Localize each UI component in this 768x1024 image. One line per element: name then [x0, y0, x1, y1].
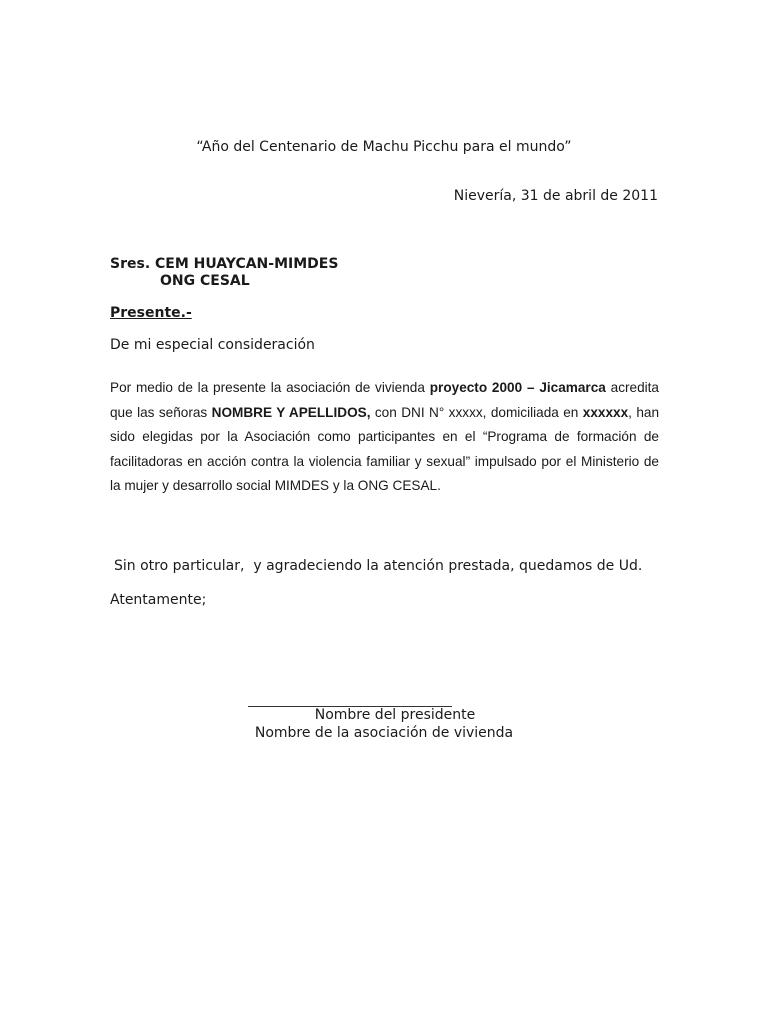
body-text-1: Por medio de la presente la asociación de vivienda [110, 380, 430, 395]
project-name: proyecto 2000 – Jicamarca [429, 380, 606, 395]
addressee-line-1: Sres. CEM HUAYCAN-MIMDES [110, 256, 339, 272]
body-text-4: , han sido elegidas por la Asociación como participantes en el “Programa de formación de facilitadoras en acción contra la violencia familiar y sexual” impulsado por el Ministerio de la mujer y desarrollo social MIMDES y la ONG CESAL. [110, 404, 659, 493]
address-placeholder: xxxxxx [582, 404, 629, 420]
regards: Atentamente; [110, 592, 207, 608]
letter-date: Nievería, 31 de abril de 2011 [453, 188, 658, 204]
signature-name: Nombre del presidente [314, 707, 476, 723]
signature-association: Nombre de la asociación de vivienda [254, 725, 514, 741]
body-text-3: con DNI N° xxxxx, domiciliada en [370, 404, 583, 420]
salutation: De mi especial consideración [110, 337, 315, 353]
body-text-2: acredita que las señoras [110, 380, 659, 420]
body-paragraph [110, 376, 659, 499]
addressee-line-2: ONG CESAL [160, 273, 250, 289]
presente-heading: Presente.- [110, 305, 192, 321]
names-placeholder: NOMBRE Y APELLIDOS, [211, 404, 371, 420]
addressee-block [110, 256, 338, 290]
closing-sentence: Sin otro particular, y agradeciendo la atención prestada, quedamos de Ud. [114, 558, 643, 574]
year-motto: “Año del Centenario de Machu Picchu para el mundo” [196, 139, 572, 155]
